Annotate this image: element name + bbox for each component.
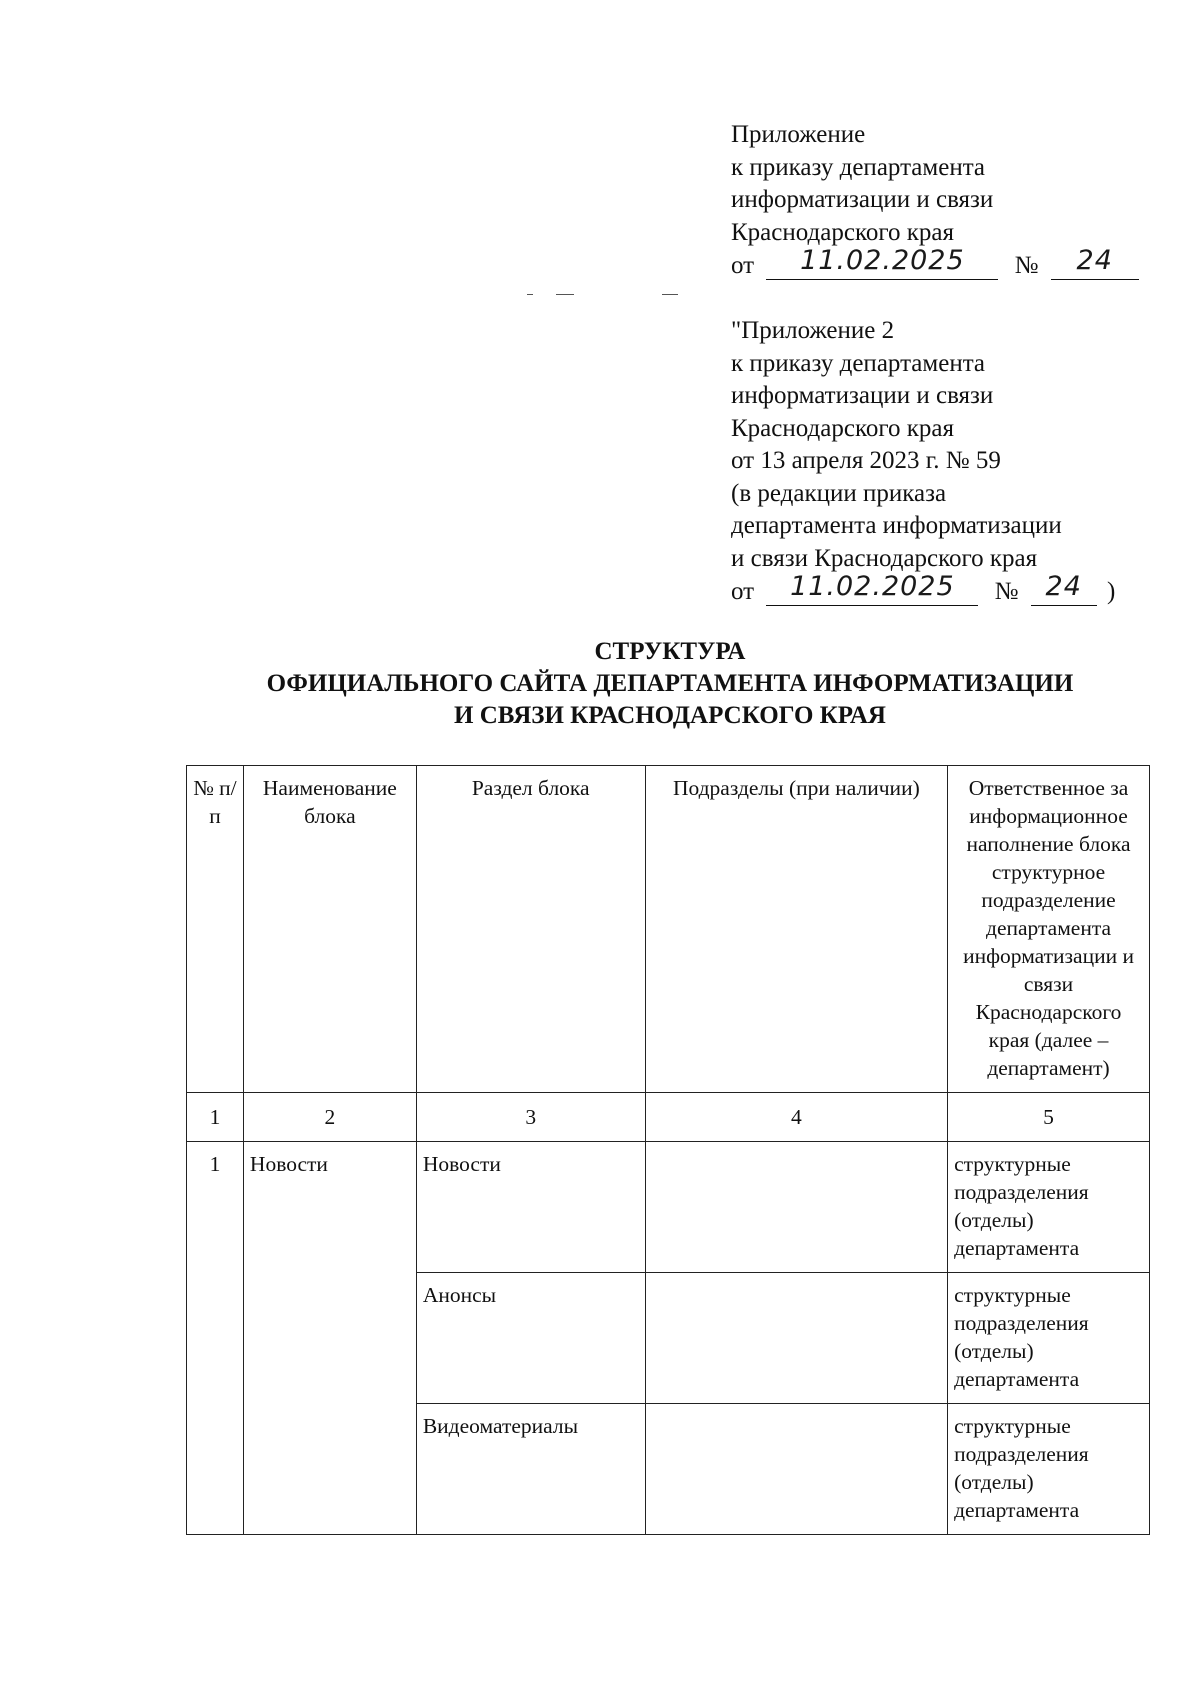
appendix-line: информатизации и связи bbox=[731, 186, 994, 213]
block-name: Новости bbox=[243, 1142, 416, 1535]
table-header-row bbox=[187, 766, 1150, 1093]
structure-table bbox=[186, 765, 1150, 1535]
handwritten-number: 24 bbox=[1051, 249, 1139, 280]
column-header-block: Наименование блока bbox=[243, 766, 416, 1093]
column-number-row bbox=[187, 1093, 1150, 1142]
title-line: ОФИЦИАЛЬНОГО САЙТА ДЕПАРТАМЕНТА ИНФОРМАТИЗАЦИИ bbox=[266, 670, 1074, 697]
appendix-line: к приказу департамента bbox=[731, 349, 986, 377]
title-line: И СВЯЗИ КРАСНОДАРСКОГО КРАЯ bbox=[454, 702, 886, 729]
subsections bbox=[645, 1142, 947, 1273]
scan-mark bbox=[662, 294, 678, 295]
responsible-unit: структурные подразделения (отделы) департамента bbox=[948, 1273, 1150, 1404]
from-label: от bbox=[731, 578, 755, 605]
handwritten-number: 24 bbox=[1031, 575, 1097, 606]
scan-mark bbox=[527, 294, 533, 295]
handwritten-date: 11.02.2025 bbox=[766, 249, 998, 280]
section-name: Видеоматериалы bbox=[416, 1404, 645, 1535]
appendix-line: департамента информатизации bbox=[731, 512, 1062, 539]
subsections bbox=[645, 1404, 947, 1535]
table-row bbox=[187, 1142, 1150, 1273]
column-number: 5 bbox=[948, 1093, 1150, 1142]
column-header-responsible: Ответственное за информационное наполнение блока структурное подразделение департамента информатизации и связи Краснодарского края (далее – департамент) bbox=[948, 766, 1150, 1093]
closing-paren: ) bbox=[1106, 578, 1116, 605]
appendix-date-line bbox=[731, 571, 1116, 608]
appendix-header-1 bbox=[731, 119, 1139, 282]
appendix-line: Краснодарского края bbox=[731, 414, 954, 442]
appendix-line: (в редакции приказа bbox=[731, 479, 947, 507]
column-header-number: № п/п bbox=[187, 766, 244, 1093]
number-label: № bbox=[994, 578, 1019, 605]
scan-mark bbox=[556, 294, 574, 295]
column-number: 2 bbox=[243, 1093, 416, 1142]
appendix-line: Приложение bbox=[731, 121, 866, 148]
section-name: Анонсы bbox=[416, 1273, 645, 1404]
column-number: 4 bbox=[645, 1093, 947, 1142]
from-label: от bbox=[731, 252, 755, 279]
number-label: № bbox=[1014, 252, 1039, 279]
title-line: СТРУКТУРА bbox=[594, 638, 746, 665]
subsections bbox=[645, 1273, 947, 1404]
section-name: Новости bbox=[416, 1142, 645, 1273]
column-header-section: Раздел блока bbox=[416, 766, 645, 1093]
appendix-line: "Приложение 2 bbox=[731, 317, 895, 344]
appendix-line: от 13 апреля 2023 г. № 59 bbox=[731, 447, 1001, 474]
document-title bbox=[200, 636, 1140, 732]
appendix-date-line bbox=[731, 245, 1139, 282]
column-number: 1 bbox=[187, 1093, 244, 1142]
column-number: 3 bbox=[416, 1093, 645, 1142]
handwritten-date: 11.02.2025 bbox=[766, 575, 978, 606]
row-number: 1 bbox=[187, 1142, 244, 1535]
responsible-unit: структурные подразделения (отделы) департамента bbox=[948, 1142, 1150, 1273]
appendix-header-2 bbox=[731, 315, 1115, 608]
responsible-unit: структурные подразделения (отделы) департамента bbox=[948, 1404, 1150, 1535]
appendix-line: к приказу департамента bbox=[731, 153, 986, 181]
appendix-line: и связи Краснодарского края bbox=[731, 544, 1038, 572]
appendix-line: Краснодарского края bbox=[731, 218, 954, 246]
appendix-line: информатизации и связи bbox=[731, 382, 994, 409]
column-header-subsections: Подразделы (при наличии) bbox=[645, 766, 947, 1093]
